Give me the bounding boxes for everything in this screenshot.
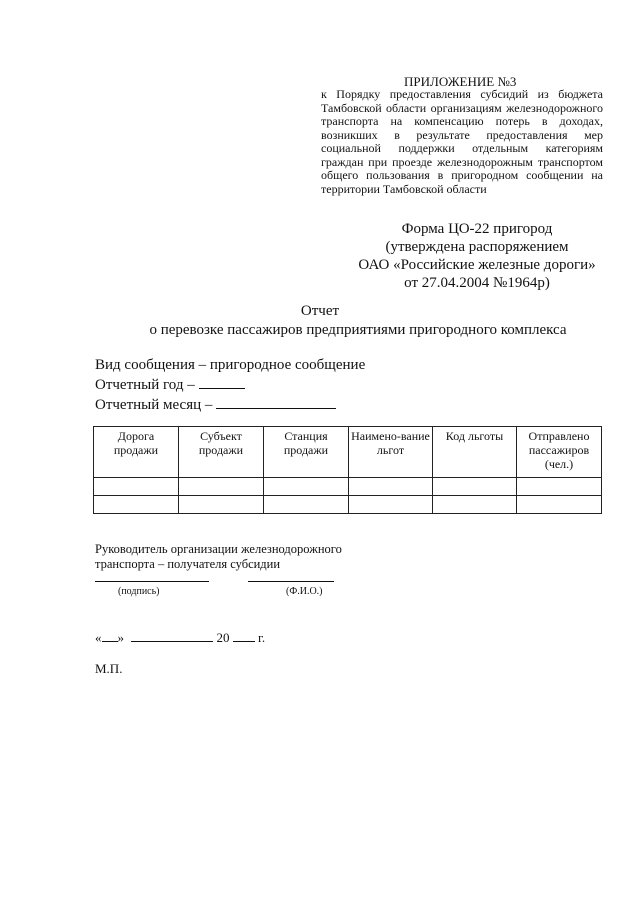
table-header-cell: Дорога продажи: [94, 427, 179, 478]
table-cell[interactable]: [517, 496, 602, 514]
report-fields: [95, 355, 365, 415]
month-name-blank[interactable]: [131, 641, 213, 642]
report-title: Отчет: [300, 303, 340, 319]
appendix-title: ПРИЛОЖЕНИЕ №3: [404, 74, 517, 89]
year-field: [95, 375, 365, 395]
table-row: [94, 496, 602, 514]
year-label: Отчетный год –: [95, 377, 195, 393]
table-header-cell: Наимено-вание льгот: [349, 427, 433, 478]
table-header-cell: Субъект продажи: [179, 427, 264, 478]
appendix-body: к Порядку предоставления субсидий из бюджета Тамбовской области организациям железнодорожного транспорта на компенсацию потерь в доходах, возникших в результате предоставления мер социальной поддержки отдельным категориям граждан при проезде железнодорожным транспортом общего пользования в пригородном сообщении на территории Тамбовской области: [321, 87, 603, 196]
year-blank[interactable]: [199, 388, 245, 389]
signature-title: [95, 542, 342, 572]
date-quote-open: «: [95, 630, 102, 645]
stamp-label: М.П.: [95, 661, 123, 676]
table-cell[interactable]: [433, 496, 517, 514]
form-header: [330, 220, 624, 292]
table-row: [94, 478, 602, 496]
table-cell[interactable]: [264, 496, 349, 514]
table-cell[interactable]: [179, 496, 264, 514]
table-cell[interactable]: [349, 478, 433, 496]
table-cell[interactable]: [433, 478, 517, 496]
form-header-line: ОАО «Российские железные дороги»: [358, 257, 596, 273]
table-cell[interactable]: [179, 478, 264, 496]
table-cell[interactable]: [349, 496, 433, 514]
date-row: [95, 630, 265, 646]
table-header-cell: Станция продажи: [264, 427, 349, 478]
year-suffix: г.: [258, 630, 266, 645]
month-label: Отчетный месяц –: [95, 397, 213, 413]
signature-line: Руководитель организации железнодорожного: [95, 542, 342, 556]
name-blank[interactable]: [248, 581, 334, 582]
month-field: [95, 395, 365, 415]
signature-caption: (подпись): [118, 586, 160, 597]
table-cell[interactable]: [264, 478, 349, 496]
name-caption: (Ф.И.О.): [286, 586, 323, 597]
form-header-line: от 27.04.2004 №1964р): [404, 275, 550, 291]
report-table: [93, 426, 602, 514]
form-header-line: Форма ЦО-22 пригород: [401, 221, 553, 237]
table-cell[interactable]: [94, 496, 179, 514]
table-cell[interactable]: [94, 478, 179, 496]
table-header-row: [94, 427, 602, 478]
message-type: Вид сообщения – пригородное сообщение: [95, 357, 366, 373]
year-prefix: 20: [216, 630, 230, 645]
month-blank[interactable]: [216, 408, 336, 409]
signature-blank[interactable]: [95, 581, 209, 582]
report-subtitle: о перевозке пассажиров предприятиями пригородного комплекса: [149, 322, 567, 338]
table-cell[interactable]: [517, 478, 602, 496]
date-quote-close: »: [117, 630, 124, 645]
day-blank[interactable]: [102, 641, 118, 642]
form-header-line: (утверждена распоряжением: [385, 239, 569, 255]
table-header-cell: Код льготы: [433, 427, 517, 478]
table-header-cell: Отправлено пассажиров (чел.): [517, 427, 602, 478]
year-suffix-blank[interactable]: [233, 641, 255, 642]
signature-line: транспорта – получателя субсидии: [95, 557, 281, 571]
